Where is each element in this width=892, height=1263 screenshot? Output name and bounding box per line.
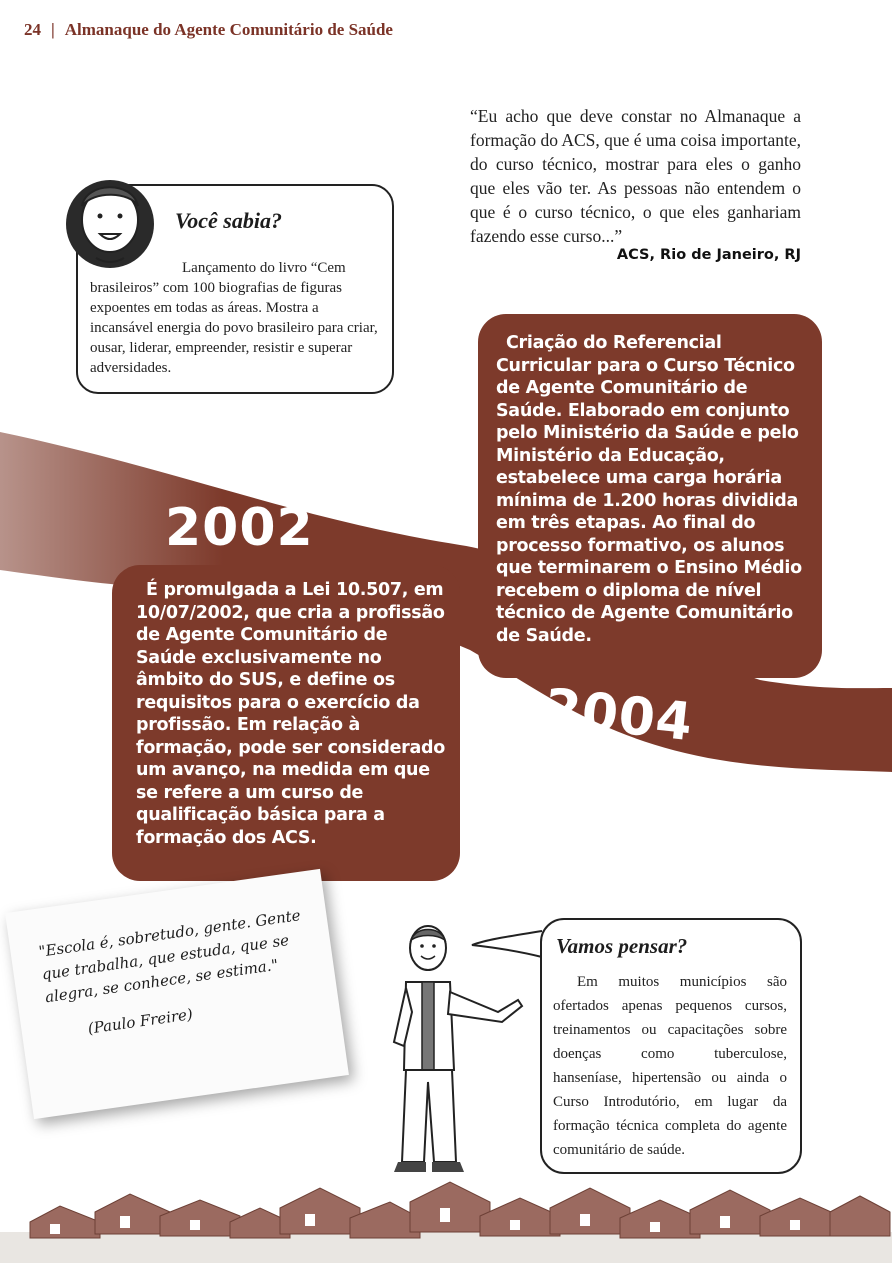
man-illustration-icon <box>378 922 528 1178</box>
header-separator: | <box>51 20 55 39</box>
page-number: 24 <box>24 20 41 39</box>
timeline-2004-text: Criação do Referencial Curricular para o Curso Técnico de Agente Comunitário de Saúde. Elaborado em conjunto pelo Ministério da Saúde e pelo Ministério da Educação, estabelece uma carga horária mínima de 1.200 horas dividida em três etapas. Ao final do processo formativo, os alunos que terminarem o Ensino Médio recebem o diploma de nível técnico de Agente Comunitário de Saúde. <box>478 314 822 678</box>
acs-quote: “Eu acho que deve constar no Almanaque a formação do ACS, que é uma coisa importante, do curso técnico, mostrar para eles o ganho que eles vão ter. As pessoas não entendem o que é o curso técnico, o que eles ganhariam fazendo esse curso...” <box>470 106 801 246</box>
year-2002-label: 2002 <box>165 498 314 558</box>
vamos-pensar-title: Vamos pensar? <box>556 934 688 958</box>
publication-title: Almanaque do Agente Comunitário de Saúde <box>64 20 393 39</box>
voce-sabia-text: Lançamento do livro “Cem brasileiros” com 100 biografias de figuras expoentes em todas as áreas. Mostra a incansável energia do povo brasileiro para criar, ousar, liderar, empreender, resistir e superar adversidades. <box>90 260 378 376</box>
town-houses-illustration <box>0 1172 892 1263</box>
note-quote: "Escola é, sobretudo, gente. Gente que trabalha, que estuda, que se alegra, se conhece, se estima." <box>37 906 302 1007</box>
voce-sabia-title: Você sabia? <box>175 208 282 233</box>
quote-attribution: ACS, Rio de Janeiro, RJ <box>616 247 801 263</box>
note-text <box>37 902 329 1046</box>
note-author: (Paulo Freire) <box>86 1005 194 1038</box>
vamos-pensar-text: Em muitos municípios são ofertados apenas pequenos cursos, treinamentos ou capacitações sobre doenças como tuberculose, hanseníase, hipertensão ou ainda o Curso Introdutório, em lugar da formação técnica completa do agente comunitário de saúde. <box>553 974 787 1158</box>
paulo-freire-note <box>5 869 349 1119</box>
timeline-2002-text: É promulgada a Lei 10.507, em 10/07/2002, que cria a profissão de Agente Comunitário de Saúde exclusivamente no âmbito do SUS, e define os requisitos para o exercício da profissão. Em relação à formação, pode ser considerado um avanço, na medida em que se refere a um curso de qualificação básica para a formação dos ACS. <box>112 565 460 881</box>
year-2004-label: 2004 <box>541 678 696 754</box>
